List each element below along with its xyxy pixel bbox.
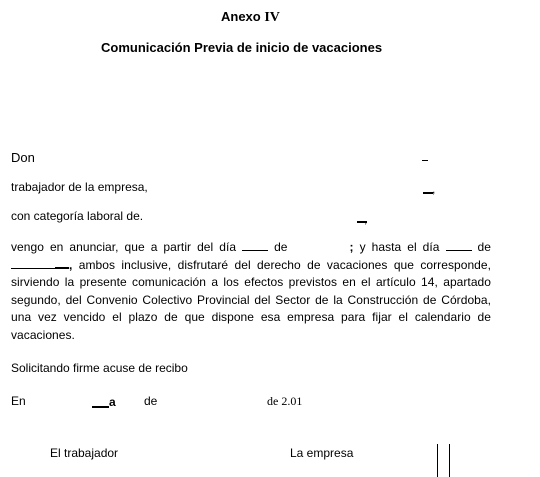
- don-label: Don: [11, 150, 35, 165]
- end-comma: ,: [69, 257, 73, 272]
- body-line-6: vacaciones.: [11, 327, 75, 342]
- end-day-blank[interactable]: [446, 240, 472, 251]
- margin-line-left: [437, 444, 438, 477]
- body-line-2: , ambos inclusive, disfrutaré del derecho de vacaciones que corresponde,: [11, 257, 491, 275]
- annex-word: Anexo: [221, 9, 261, 24]
- annex-numeral: IV: [264, 10, 280, 25]
- category-comma: ,: [364, 212, 368, 226]
- end-month-blank[interactable]: [11, 258, 55, 269]
- worker-signature-label: El trabajador: [50, 446, 119, 460]
- date-year-label: de 2.01: [267, 394, 303, 408]
- body-paragraph: [11, 239, 491, 345]
- place-blank[interactable]: [92, 406, 109, 408]
- body-line-4: segundo, del Convenio Colectivo Provincial del Sector de la Construcción de Córdoba,: [11, 292, 491, 307]
- body-line-1: vengo en anunciar, que a partir del día de ; y hasta el día de: [11, 240, 491, 254]
- company-comma: ,: [432, 182, 436, 196]
- receipt-request: Solicitando firme acuse de recibo: [11, 361, 188, 375]
- start-month-blank[interactable]: [294, 240, 350, 251]
- start-semicolon: ;: [349, 240, 354, 254]
- date-day-label: de: [144, 394, 158, 408]
- annex-heading: [221, 9, 280, 26]
- place-label: En: [11, 394, 26, 408]
- category-label: con categoría laboral de.: [11, 209, 144, 223]
- company-label: trabajador de la empresa,: [11, 180, 148, 194]
- document-title: Comunicación Previa de inicio de vacaciones: [101, 40, 383, 55]
- company-signature-label: La empresa: [290, 446, 354, 460]
- body-line-5: una vez vencido el plazo de que dispone esa empresa para fijar el calendario de: [11, 310, 491, 325]
- start-day-blank[interactable]: [242, 240, 268, 251]
- end-month-blank-tail: [55, 257, 69, 269]
- body-line-3: sirviendo la presente comunicación a los efectos previstos en el artículo 14, apartado: [11, 275, 491, 290]
- don-blank-end: [422, 160, 428, 161]
- margin-line-right: [449, 444, 450, 477]
- place-suffix: a: [109, 395, 116, 409]
